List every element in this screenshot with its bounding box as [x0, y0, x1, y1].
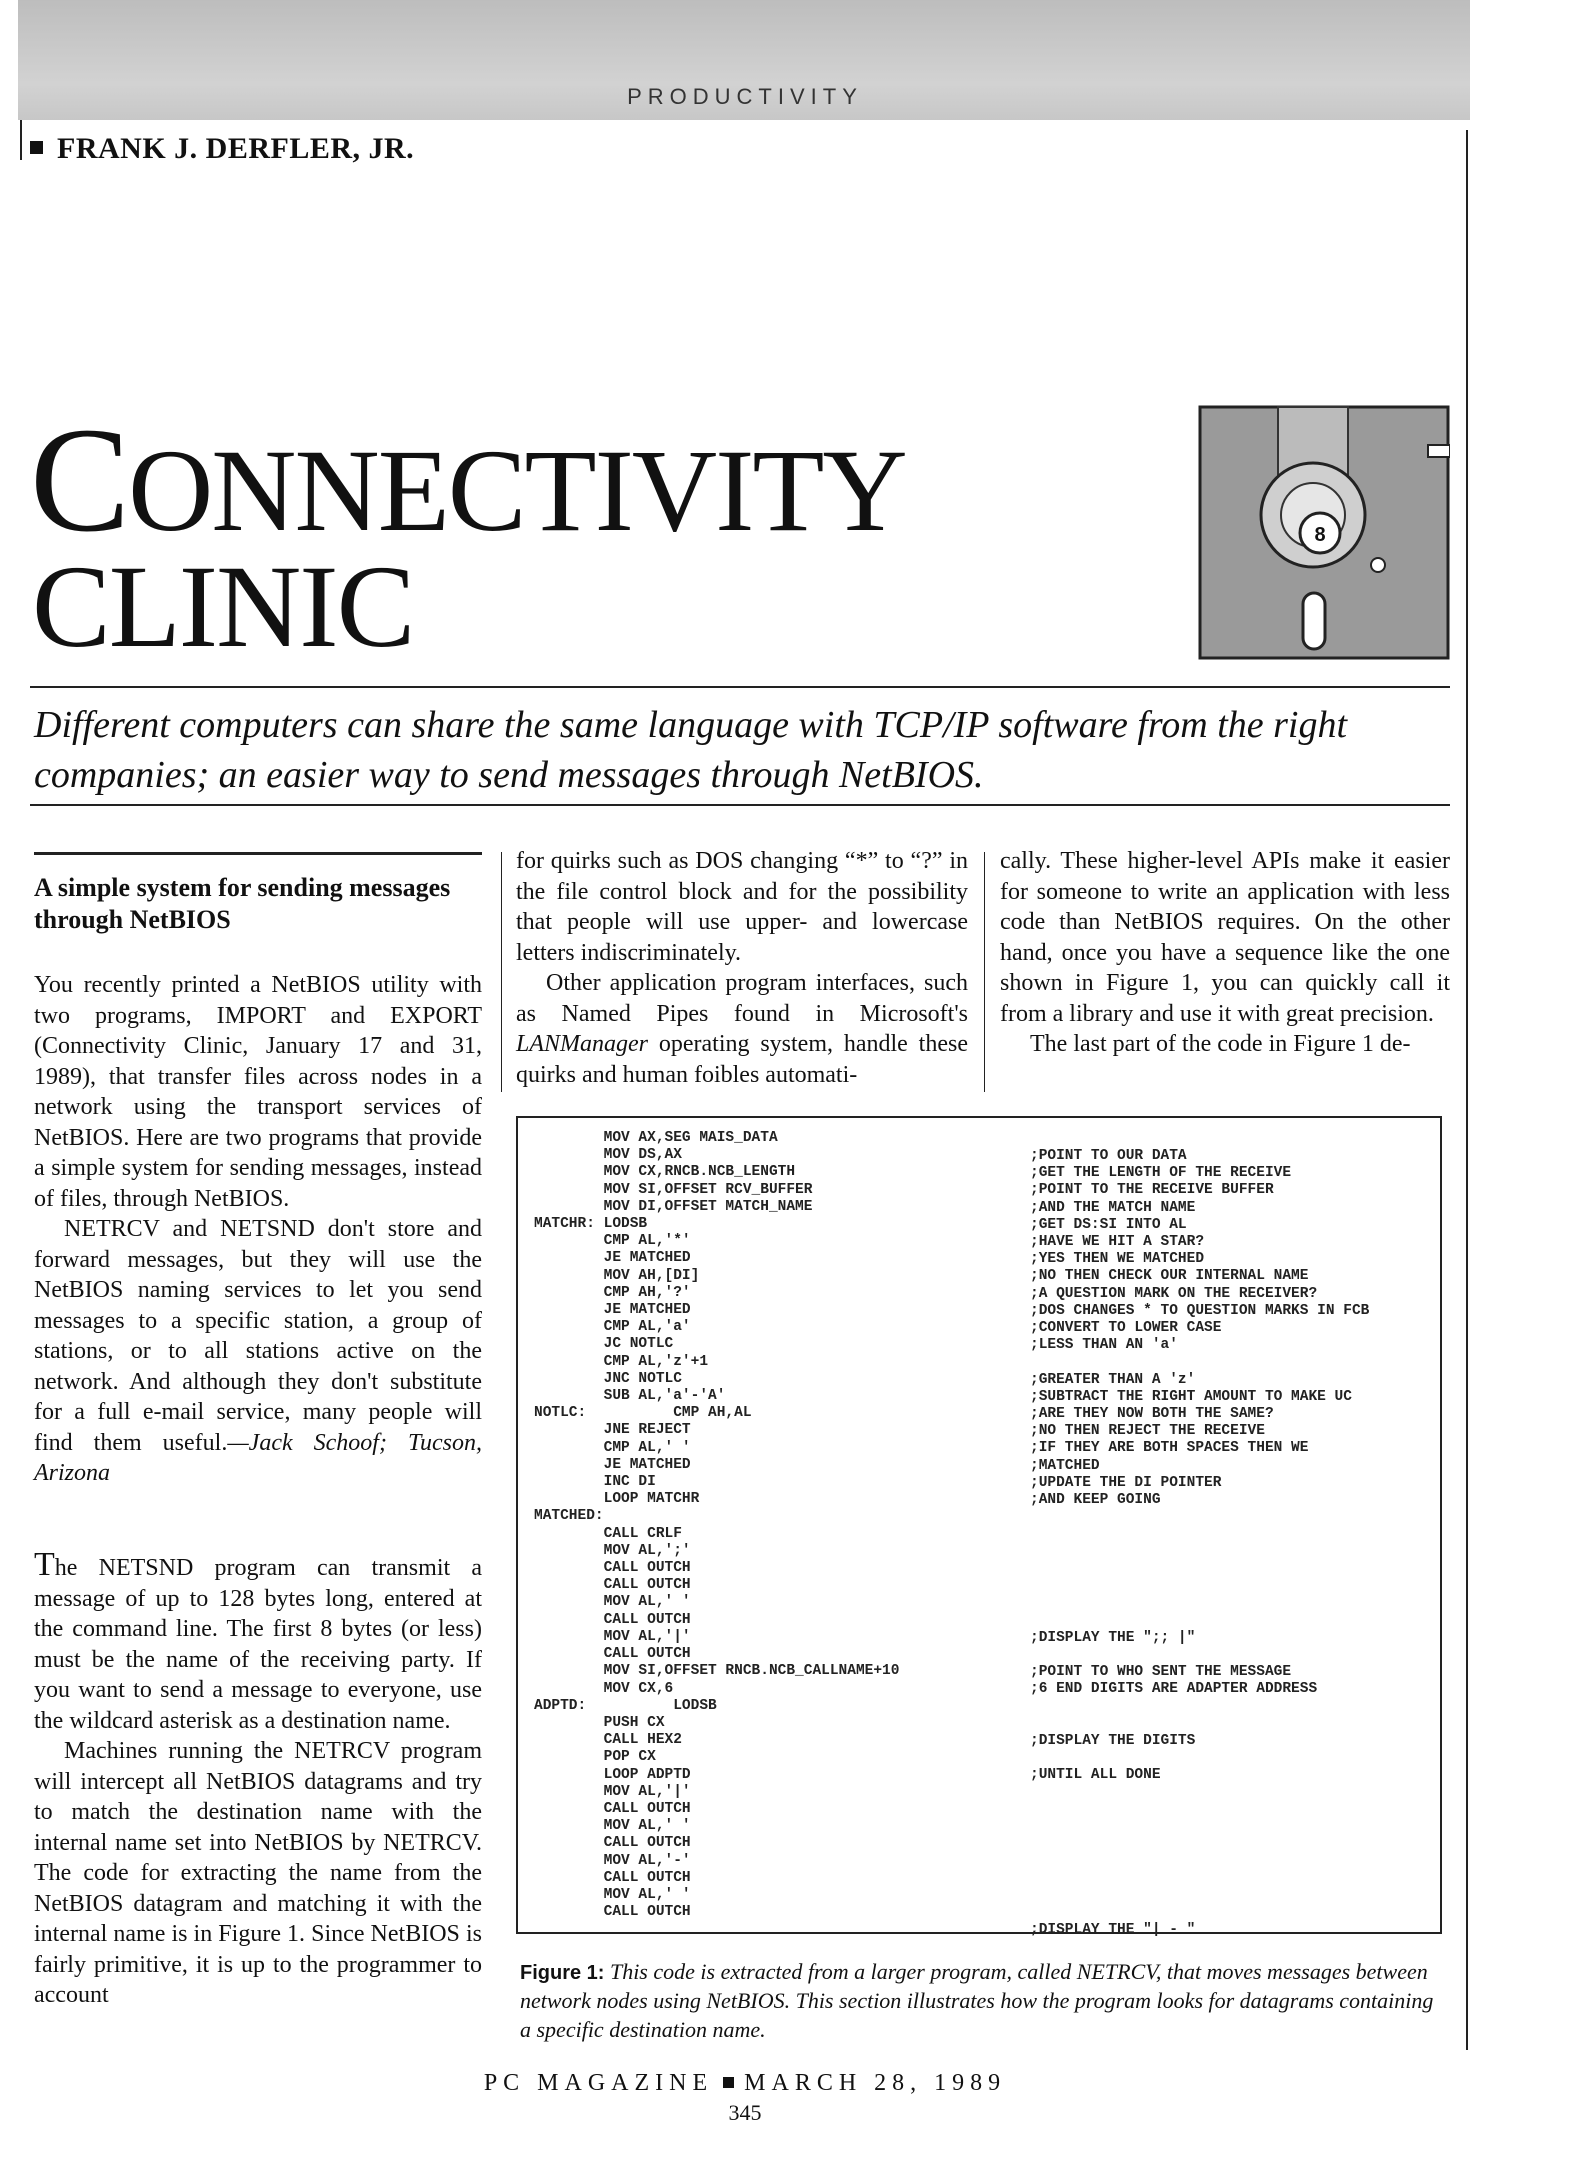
byline: [30, 132, 414, 166]
column-divider-1: [501, 852, 502, 1092]
section-label: PRODUCTIVITY: [627, 84, 863, 109]
article-column-2: [516, 846, 968, 1090]
figure-code-box: [516, 1116, 1442, 1939]
col2-paragraph-2: [516, 968, 968, 1090]
title-rest: ONNECTIVITY: [128, 425, 906, 556]
article-paragraph-1-text: he NETSND program can transmit a message of up to 128 bytes long, entered at the command line. The first 8 bytes (or less) must be the name of the receiving party. If you want to send a message to everyone, use the wildcard asterisk as a destination name.: [34, 1555, 482, 1734]
dropcap: T: [34, 1546, 55, 1583]
column-divider-2: [984, 852, 985, 1092]
deck-bottom-rule: [30, 804, 1450, 806]
sidebar-rule: [34, 852, 482, 855]
title-line-2: CLINIC: [32, 541, 414, 672]
right-margin-rule: [1466, 130, 1468, 2050]
figure-label: Figure 1:: [520, 1962, 605, 1984]
sidebar-body: [34, 970, 482, 1489]
col2-paragraph-2-b: operating system, handle these quirks and human foibles automati-: [516, 1031, 968, 1088]
article-column-3: [1000, 846, 1450, 1060]
left-margin-rule: [20, 120, 22, 160]
disk-label: 8: [1314, 524, 1326, 546]
col3-paragraph-1: cally. These higher-level APIs make it easier for someone to write an application with less code than NetBIOS requires. On the other hand, once you have a sequence like the one shown in Figure 1, you can quickly call it from a library and use it with great precision.: [1000, 848, 1450, 1027]
col3-paragraph-2: The last part of the code in Figure 1 de-: [1030, 1031, 1411, 1057]
col2-paragraph-2-a: Other application program interfaces, such as Named Pipes found in Microsoft's: [516, 970, 968, 1027]
code-listing: MOV AX,SEG MAIS_DATA MOV DS,AX MOV CX,RNCB.NCB_LENGTH MOV SI,OFFSET RCV_BUFFER MOV DI,OFFSET MATCH_NAME MATCHR: LODSB CMP AL,'*' JE MATCHED MOV AH,[DI] CMP AH,'?' JE MATCHED CMP AL,'a' JC NOTLC CMP AL,'z'+1 JNC NOTLC SUB AL,'a'-'A' NOTLC: CMP AH,AL JNE REJECT CMP AL,' ' JE MATCHED INC DI LOOP MATCHR MATCHED: CALL CRLF MOV AL,';' CALL OUTCH CALL OUTCH MOV AL,' ' CALL OUTCH MOV AL,'|' CALL OUTCH MOV SI,OFFSET RNCB.NCB_CALLNAME+10 MOV CX,6 ADPTD: LODSB PUSH CX CALL HEX2 POP CX LOOP ADPTD MOV AL,'|' CALL OUTCH MOV AL,' ' CALL OUTCH MOV AL,'-' CALL OUTCH MOV AL,' ' CALL OUTCH: [534, 1130, 900, 1921]
footer-magazine: PC MAGAZINE: [483, 2070, 714, 2096]
sidebar-paragraph-1: You recently printed a NetBIOS utility with two programs, IMPORT and EXPORT (Connectivity Clinic, January 17 and 31, 1989), that transfer files across nodes in a network using the transport services of NetBIOS. Here are two programs that provide a simple system for sending messages, instead of files, through NetBIOS.: [34, 972, 482, 1212]
col2-italic-product: LANManager: [516, 1031, 648, 1057]
author-name: FRANK J. DERFLER, JR.: [57, 132, 415, 165]
sidebar-paragraph-2-text: NETRCV and NETSND don't store and forward messages, but they will use the NetBIOS naming services to let you send messages to a specific station, a group of stations, or to all stations active on the network. And although they don't substitute for a full e-mail service, many people will find them useful.: [34, 1216, 482, 1456]
figure-caption-text: This code is extracted from a larger program, called NETRCV, that moves messages between network nodes using NetBIOS. This section illustrates how the program looks for datagrams containing a specific destination name.: [520, 1959, 1434, 2042]
col2-paragraph-1: for quirks such as DOS changing “*” to “?” in the file control block and for the possibility that people will use upper- and lowercase letters indiscriminately.: [516, 848, 968, 966]
sidebar-heading: A simple system for sending messages through NetBIOS: [34, 873, 451, 934]
title-initial: C: [30, 397, 129, 563]
deck: Different computers can share the same language with TCP/IP software from the right companies; an easier way to send messages through NetBIOS.: [34, 704, 1348, 796]
deck-top-rule: [30, 686, 1450, 688]
code-comments: ;POINT TO OUR DATA ;GET THE LENGTH OF THE RECEIVE ;POINT TO THE RECEIVE BUFFER ;AND THE MATCH NAME ;GET DS:SI INTO AL ;HAVE WE HIT A STAR? ;YES THEN WE MATCHED ;NO THEN CHECK OUR INTERNAL NAME ;A QUESTION MARK ON THE RECEIVER? ;DOS CHANGES * TO QUESTION MARKS IN FCB ;CONVERT TO LOWER CASE ;LESS THAN AN 'a' ;GREATER THAN A 'z' ;SUBTRACT THE RIGHT AMOUNT TO MAKE UC ;ARE THEY NOW BOTH THE SAME? ;NO THEN REJECT THE RECEIVE ;IF THEY ARE BOTH SPACES THEN WE ;MATCHED ;UPDATE THE DI POINTER ;AND KEEP GOING ;DISPLAY THE ";; |" ;POINT TO WHO SENT THE MESSAGE ;6 END DIGITS ARE ADAPTER ADDRESS ;DISPLAY THE DIGITS ;UNTIL ALL DONE ;DISPLAY THE "| - ": [1030, 1148, 1370, 1939]
footer-date: MARCH 28, 1989: [744, 2070, 1007, 2096]
sidebar-paragraph-2: [34, 1214, 482, 1489]
bullet-square-icon: [30, 141, 43, 154]
page-number: 345: [728, 2100, 762, 2125]
sidebar-signature: —Jack Schoof; Tucson, Arizona: [34, 1429, 482, 1486]
figure-caption: [520, 1958, 1445, 2045]
footer: [0, 2070, 1490, 2097]
footer-bullet-icon: [723, 2077, 734, 2088]
article-column-1: [34, 1546, 482, 2011]
article-paragraph-1: [34, 1546, 482, 1736]
floppy-disk-icon: [1198, 405, 1450, 660]
article-paragraph-2: Machines running the NETRCV program will intercept all NetBIOS datagrams and try to match the destination name with the internal name set into NetBIOS by NETRCV. The code for extracting the name from the NetBIOS datagram and matching it with the internal name is in Figure 1. Since NetBIOS is fairly primitive, it is up to the programmer to account: [34, 1738, 482, 2008]
